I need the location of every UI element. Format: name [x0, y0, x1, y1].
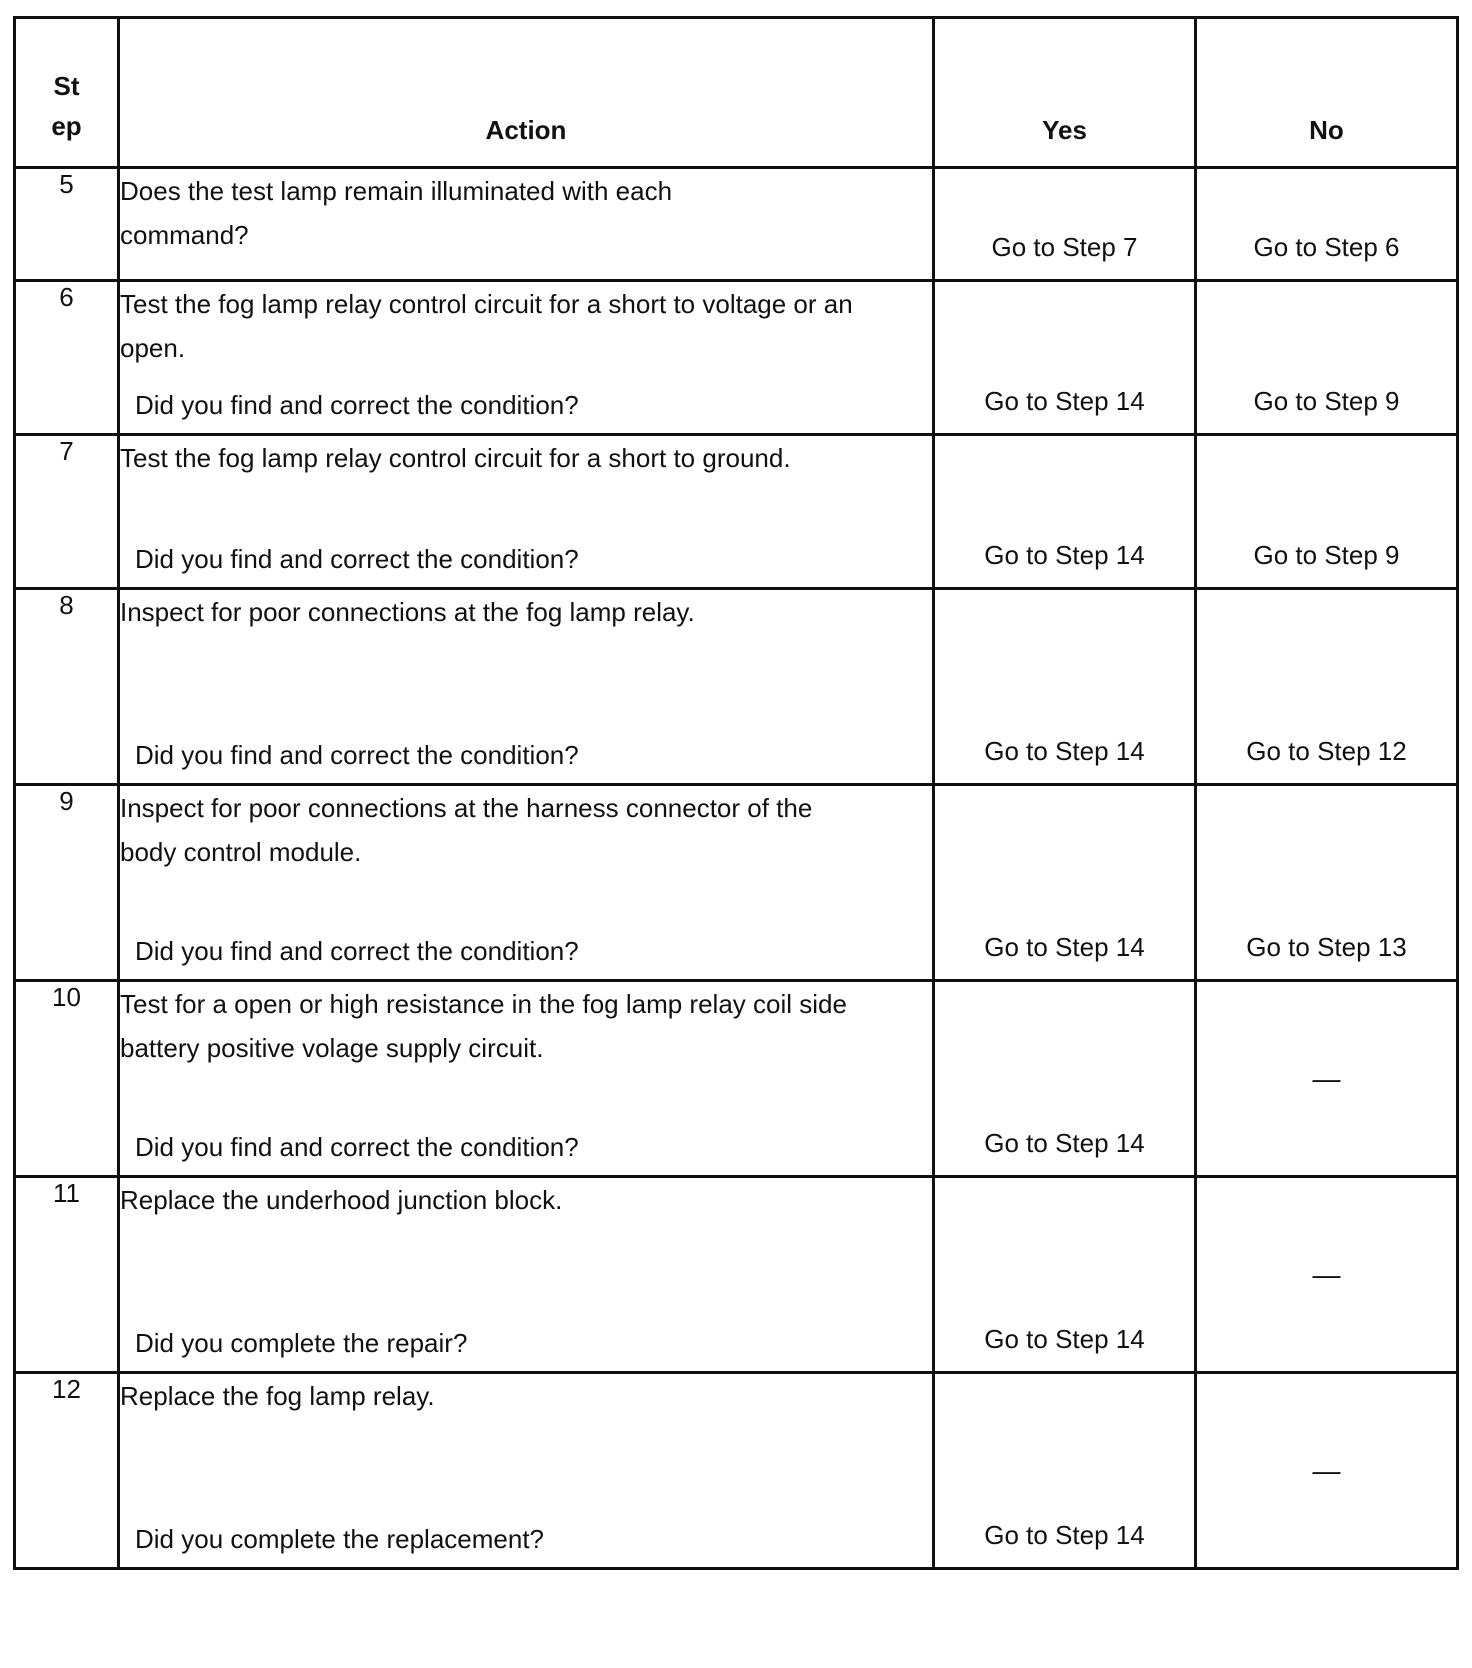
yes-cell [934, 1177, 1196, 1373]
no-link[interactable]: Go to Step 9 [1253, 386, 1400, 416]
table-row [15, 435, 1458, 589]
table-row [15, 1177, 1458, 1373]
header-row [15, 18, 1458, 168]
action-cell [119, 1373, 934, 1569]
yes-cell [934, 981, 1196, 1177]
yes-link[interactable]: Go to Step 14 [984, 932, 1145, 962]
action-text: Replace the underhood junction block. [120, 1185, 563, 1215]
action-text: Test the fog lamp relay control circuit for a short to voltage or an open. [120, 289, 853, 363]
action-cell [119, 589, 934, 785]
action-question: Did you complete the replacement? [135, 1524, 545, 1554]
table-row [15, 589, 1458, 785]
yes-link[interactable]: Go to Step 14 [984, 1324, 1145, 1354]
action-question: Did you find and correct the condition? [135, 544, 579, 574]
step-number: 8 [15, 589, 119, 785]
header-action: Action [119, 18, 934, 168]
yes-cell [934, 168, 1196, 281]
table-row [15, 785, 1458, 981]
yes-cell [934, 281, 1196, 435]
yes-cell [934, 589, 1196, 785]
yes-link[interactable]: Go to Step 14 [984, 736, 1145, 766]
header-yes: Yes [934, 18, 1196, 168]
action-text: Inspect for poor connections at the fog lamp relay. [120, 597, 695, 627]
table-row [15, 981, 1458, 1177]
no-link[interactable]: Go to Step 9 [1253, 540, 1400, 570]
yes-link[interactable]: Go to Step 14 [984, 386, 1145, 416]
no-cell [1196, 1373, 1458, 1569]
no-cell [1196, 168, 1458, 281]
step-number: 12 [15, 1373, 119, 1569]
diagnostic-table [13, 16, 1459, 1570]
no-cell [1196, 981, 1458, 1177]
no-dash: — [1312, 1454, 1341, 1486]
step-number: 11 [15, 1177, 119, 1373]
header-step [15, 18, 119, 168]
step-number: 9 [15, 785, 119, 981]
action-cell [119, 281, 934, 435]
action-question: Did you find and correct the condition? [135, 740, 579, 770]
yes-cell [934, 785, 1196, 981]
action-question: Did you find and correct the condition? [135, 936, 579, 966]
action-text: Inspect for poor connections at the harness connector of the body control module. [120, 793, 813, 867]
no-cell [1196, 435, 1458, 589]
action-text: Does the test lamp remain illuminated with each command? [120, 176, 673, 250]
action-cell [119, 168, 934, 281]
no-cell [1196, 785, 1458, 981]
yes-link[interactable]: Go to Step 14 [984, 1520, 1145, 1550]
action-cell [119, 981, 934, 1177]
action-cell [119, 785, 934, 981]
no-link[interactable]: Go to Step 6 [1253, 232, 1400, 262]
action-question: Did you find and correct the condition? [135, 390, 579, 420]
no-dash: — [1312, 1062, 1341, 1094]
step-number: 6 [15, 281, 119, 435]
yes-link[interactable]: Go to Step 14 [984, 1128, 1145, 1158]
yes-cell [934, 1373, 1196, 1569]
action-question: Did you complete the repair? [135, 1328, 468, 1358]
table-row [15, 281, 1458, 435]
yes-link[interactable]: Go to Step 7 [991, 232, 1138, 262]
header-no: No [1196, 18, 1458, 168]
action-text: Replace the fog lamp relay. [120, 1381, 435, 1411]
action-text: Test the fog lamp relay control circuit for a short to ground. [120, 443, 791, 473]
header-step-line-2: ep [51, 111, 82, 141]
step-number: 10 [15, 981, 119, 1177]
yes-cell [934, 435, 1196, 589]
table-row [15, 1373, 1458, 1569]
no-cell [1196, 1177, 1458, 1373]
step-number: 7 [15, 435, 119, 589]
step-number: 5 [15, 168, 119, 281]
table-row [15, 168, 1458, 281]
action-question: Did you find and correct the condition? [135, 1132, 579, 1162]
no-cell [1196, 281, 1458, 435]
no-link[interactable]: Go to Step 13 [1246, 932, 1407, 962]
action-text: Test for a open or high resistance in the fog lamp relay coil side battery positive volage supply circuit. [120, 989, 847, 1063]
action-cell [119, 435, 934, 589]
no-cell [1196, 589, 1458, 785]
header-step-line-1: St [53, 71, 80, 101]
yes-link[interactable]: Go to Step 14 [984, 540, 1145, 570]
no-dash: — [1312, 1258, 1341, 1290]
action-cell [119, 1177, 934, 1373]
no-link[interactable]: Go to Step 12 [1246, 736, 1407, 766]
